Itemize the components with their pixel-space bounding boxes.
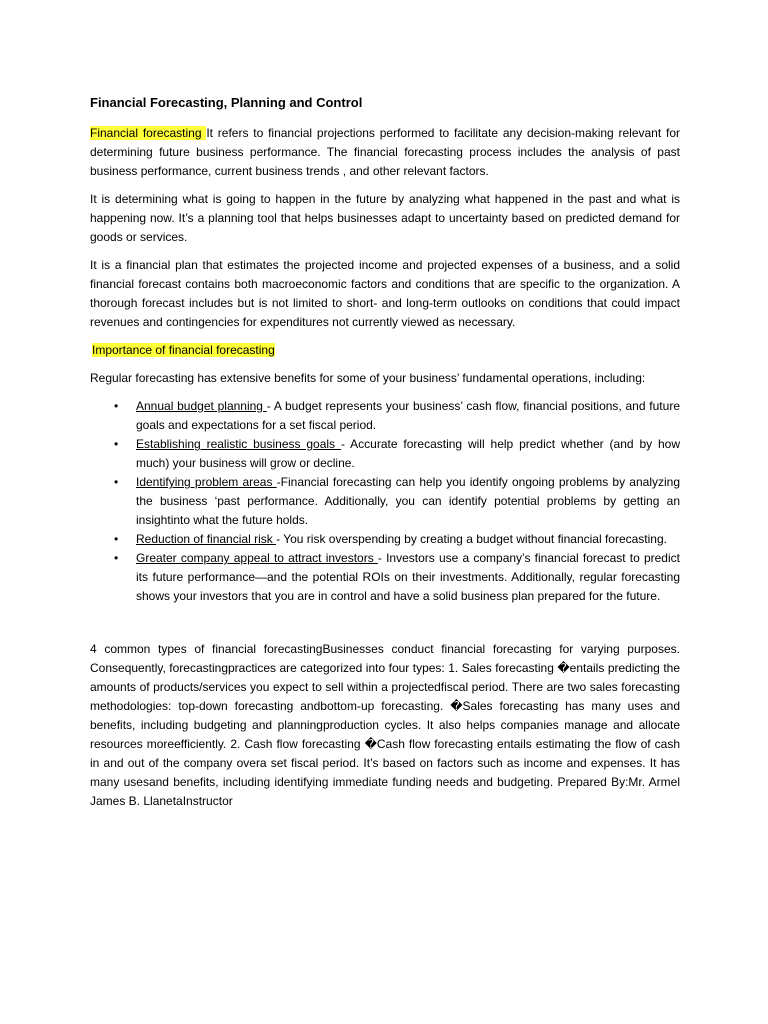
benefit-text: - A budget represents your business’ cash flow, financial positions, and future goals and expectations for a set fiscal period. (136, 399, 680, 432)
bullet-icon: • (114, 437, 119, 451)
document-title: Financial Forecasting, Planning and Control (90, 95, 363, 110)
highlighted-importance-heading: Importance of financial forecasting (92, 343, 275, 357)
importance-heading (92, 341, 680, 360)
benefits-intro: Regular forecasting has extensive benefits for some of your business’ fundamental operations, including: (90, 371, 646, 385)
list-item (90, 397, 680, 435)
intro-paragraph (90, 124, 680, 181)
benefit-term: Annual budget planning (136, 399, 267, 413)
benefits-list (90, 397, 680, 606)
bullet-icon: • (114, 551, 119, 565)
paragraph-planning-tool: It is determining what is going to happen in the future by analyzing what happened in the past and what is happening now. It’s a planning tool that helps businesses adapt to uncertainty based on predicted demand for goods or services. (90, 192, 680, 244)
intro-text: It refers to financial projections performed to facilitate any decision-making relevant for determining future business performance. The financial forecasting process includes the analysis of past business performance, current business trends , and other relevant factors. (90, 126, 680, 178)
paragraph-financial-plan: It is a financial plan that estimates the projected income and projected expenses of a business, and a solid financial forecast contains both macroeconomic factors and conditions that are specific to the organization. A thorough forecast includes but is not limited to short- and long-term outlooks on conditions that could impact revenues and contingencies for expenditures not currently viewed as necessary. (90, 258, 680, 329)
list-item (90, 530, 680, 549)
benefit-text: -Financial forecasting can help you identify ongoing problems by analyzing the business ‘past performance. Additionally, you can identify potential problems by getting an insightinto what the future holds. (136, 475, 680, 527)
list-item (90, 549, 680, 606)
bullet-icon: • (114, 399, 119, 413)
benefit-term: Identifying problem areas (136, 475, 277, 489)
list-item (90, 435, 680, 473)
benefit-text: - Accurate forecasting will help predict whether (and by how much) your business will grow or decline. (136, 437, 681, 470)
bullet-icon: • (114, 532, 119, 546)
list-item (90, 473, 680, 530)
benefit-text: - You risk overspending by creating a budget without financial forecasting. (276, 532, 667, 546)
highlighted-term-financial-forecasting: Financial forecasting (90, 126, 207, 140)
benefit-term: Establishing realistic business goals (136, 437, 341, 451)
benefit-term: Greater company appeal to attract investors (136, 551, 378, 565)
types-paragraph: 4 common types of financial forecastingBusinesses conduct financial forecasting for varying purposes. Consequently, forecastingpractices are categorized into four types: 1. Sales forecasting �entails predicting the amounts of products/services you expect to sell within a projectedfiscal period. There are two sales forecasting methodologies: top-down forecasting andbottom-up forecasting. �Sales forecasting has many uses and benefits, including budgeting and planningproduction cycles. It also helps companies manage and allocate resources moreefficiently. 2. Cash flow forecasting �Cash flow forecasting entails estimating the flow of cash in and out of the company overa set fiscal period. It’s based on factors such as income and expenses. It has many usesand benefits, including identifying immediate funding needs and budgeting. Prepared By:Mr. Armel James B. LlanetaInstructor (90, 642, 680, 808)
bullet-icon: • (114, 475, 119, 489)
benefit-term: Reduction of financial risk (136, 532, 277, 546)
benefit-text: - Investors use a company’s financial forecast to predict its future performance—and the potential ROIs on their investments. Additionally, regular forecasting shows your investors that you are in control and have a solid business plan prepared for the future. (136, 551, 680, 603)
